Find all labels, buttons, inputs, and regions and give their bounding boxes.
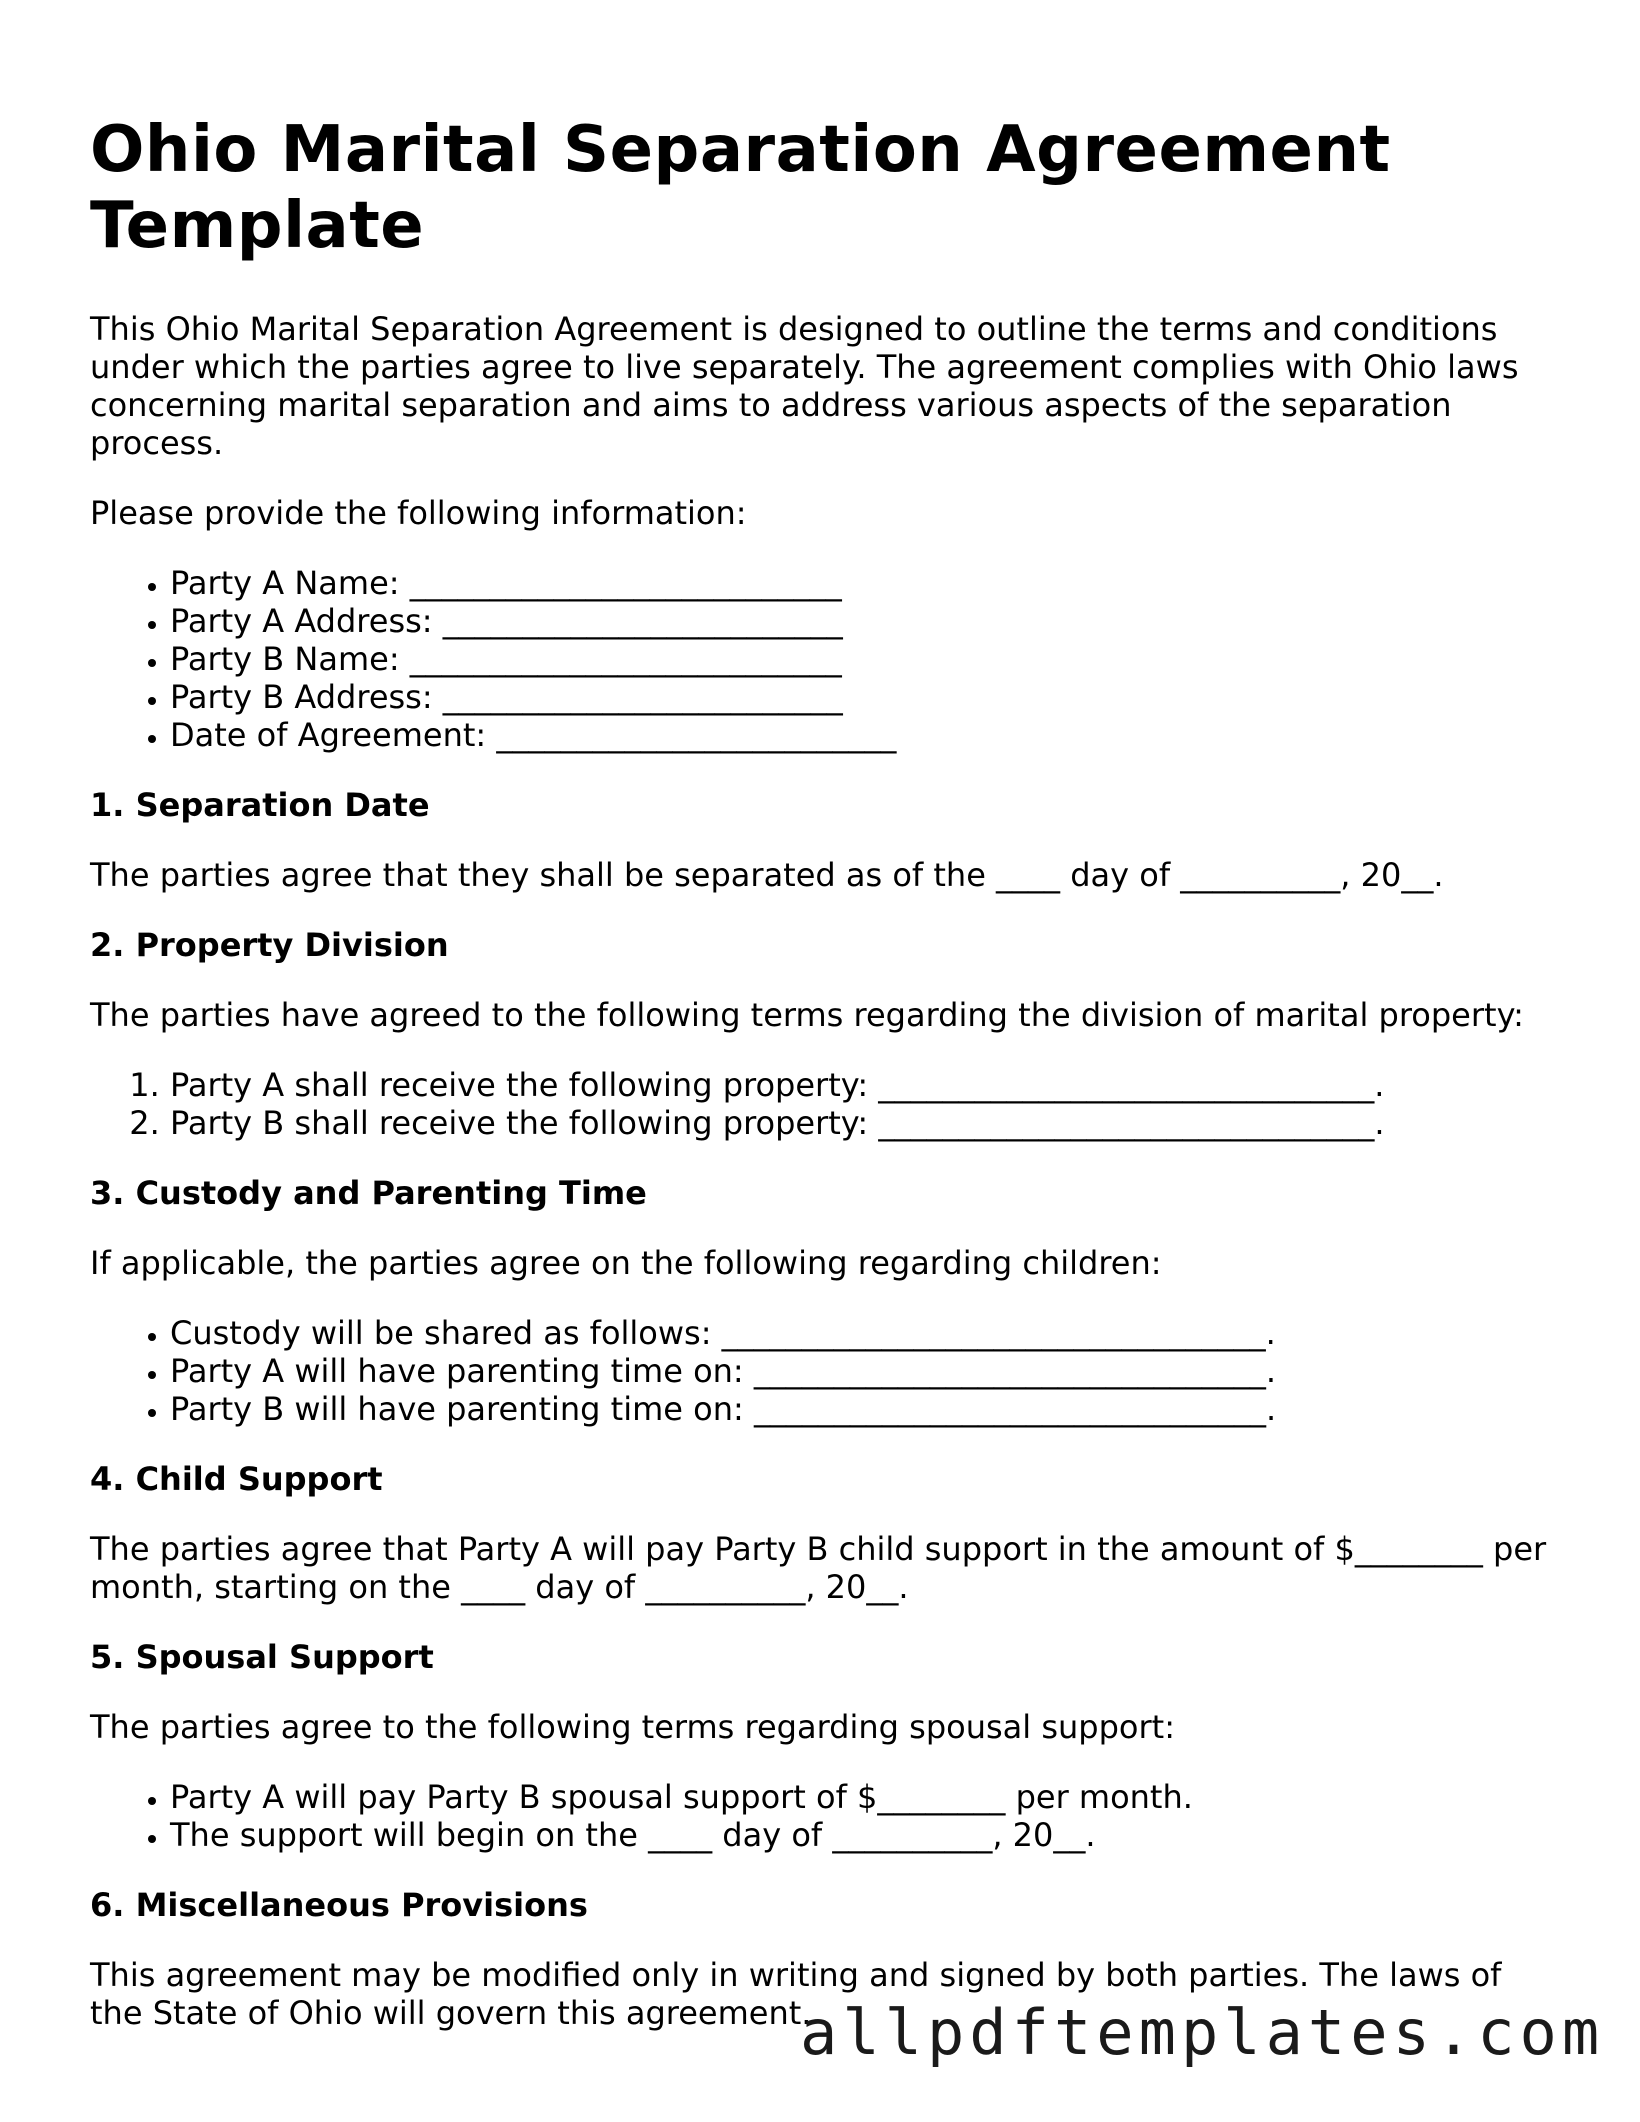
spousal-item-amount: • Party A will pay Party B spousal support of $________ per month. [170,1778,1560,1816]
info-field-party-b-address: • Party B Address: _________________________ [170,678,1560,716]
child-support-text: The parties agree that Party A will pay Party B child support in the amount of $________ per month, starting on the ____ day of __________, 20__. [90,1530,1547,1606]
info-field-party-b-name: • Party B Name: ___________________________ [170,640,1560,678]
spousal-support-text: The parties agree to the following terms regarding spousal support: [90,1708,1175,1746]
section-heading-separation-date: 1. Separation Date [90,786,430,824]
property-item-party-b: 2. Party B shall receive the following property: _______________________________. [170,1104,1560,1142]
custody-item-party-a: • Party A will have parenting time on: ________________________________. [170,1352,1560,1390]
property-division-list [90,1066,1560,1142]
spousal-support-list [90,1778,1560,1854]
section-heading-custody: 3. Custody and Parenting Time [90,1174,647,1212]
section-heading-property-division: 2. Property Division [90,926,449,964]
custody-item-shared: • Custody will be shared as follows: __________________________________. [170,1314,1560,1352]
watermark: allpdftemplates.com [800,1996,1605,2069]
custody-text: If applicable, the parties agree on the following regarding children: [90,1244,1162,1282]
section-heading-child-support: 4. Child Support [90,1460,383,1498]
intro-paragraph: This Ohio Marital Separation Agreement is designed to outline the terms and conditions under which the parties agree to live separately. The agreement complies with Ohio laws concerning marital separation and aims to address various aspects of the separation process. [90,310,1519,462]
custody-item-party-b: • Party B will have parenting time on: ________________________________. [170,1390,1560,1428]
section-heading-miscellaneous: 6. Miscellaneous Provisions [90,1886,588,1924]
miscellaneous-text: This agreement may be modified only in writing and signed by both parties. The laws of the State of Ohio will govern this agreement. [90,1956,1502,2032]
info-prompt: Please provide the following information: [90,494,747,532]
spousal-item-start: • The support will begin on the ____ day of __________, 20__. [170,1816,1560,1854]
property-item-party-a: 1. Party A shall receive the following property: _______________________________. [170,1066,1560,1104]
section-heading-spousal-support: 5. Spousal Support [90,1638,434,1676]
document-page [90,112,1560,2064]
info-field-party-a-address: • Party A Address: _________________________ [170,602,1560,640]
info-fields-list [90,564,1560,754]
custody-list [90,1314,1560,1428]
separation-date-text: The parties agree that they shall be separated as of the ____ day of __________, 20__. [90,856,1444,894]
property-division-text: The parties have agreed to the following terms regarding the division of marital property: [90,996,1524,1034]
info-field-party-a-name: • Party A Name: ___________________________ [170,564,1560,602]
info-field-date-of-agreement: • Date of Agreement: _________________________ [170,716,1560,754]
page-title: Ohio Marital Separation Agreement Template [90,113,1391,263]
